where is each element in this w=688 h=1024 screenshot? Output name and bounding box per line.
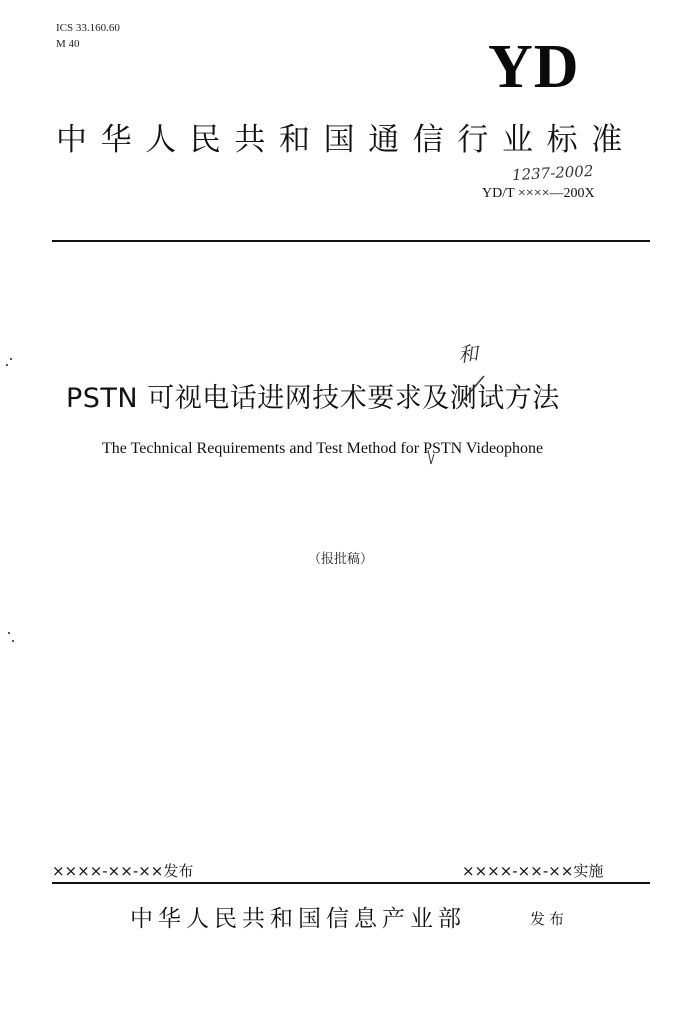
scan-artifact xyxy=(12,640,14,642)
scan-artifact xyxy=(8,632,10,634)
ics-code: ICS 33.160.60 xyxy=(56,22,120,34)
implementation-date: ××××-××-××实施 xyxy=(462,862,604,880)
handwritten-standard-number: 1237-2002 xyxy=(511,161,594,185)
document-title-en: The Technical Requirements and Test Method for PSTN Videophone xyxy=(102,440,544,457)
yd-logo: YD xyxy=(488,33,580,101)
insertion-caret-mark xyxy=(426,448,436,466)
standard-code: YD/T ××××—200X xyxy=(482,186,595,201)
document-title-zh: PSTN 可视电话进网技术要求及测试方法 xyxy=(66,383,560,414)
strikethrough-mark xyxy=(454,372,490,408)
classification-code: M 40 xyxy=(56,38,80,50)
issue-date: ××××-××-××发布 xyxy=(52,862,194,880)
ics-classification-block xyxy=(56,20,120,52)
bottom-divider xyxy=(52,882,650,884)
publish-label: 发布 xyxy=(530,910,569,928)
scan-artifact xyxy=(6,364,8,366)
publisher: 中华人民共和国信息产业部 xyxy=(130,906,466,932)
draft-status: （报批稿） xyxy=(308,552,374,567)
handwritten-correction: 和 xyxy=(456,341,480,367)
top-divider xyxy=(52,240,650,242)
standard-category-title: 中华人民共和国通信行业标准 xyxy=(56,122,636,158)
scan-artifact xyxy=(10,358,12,360)
